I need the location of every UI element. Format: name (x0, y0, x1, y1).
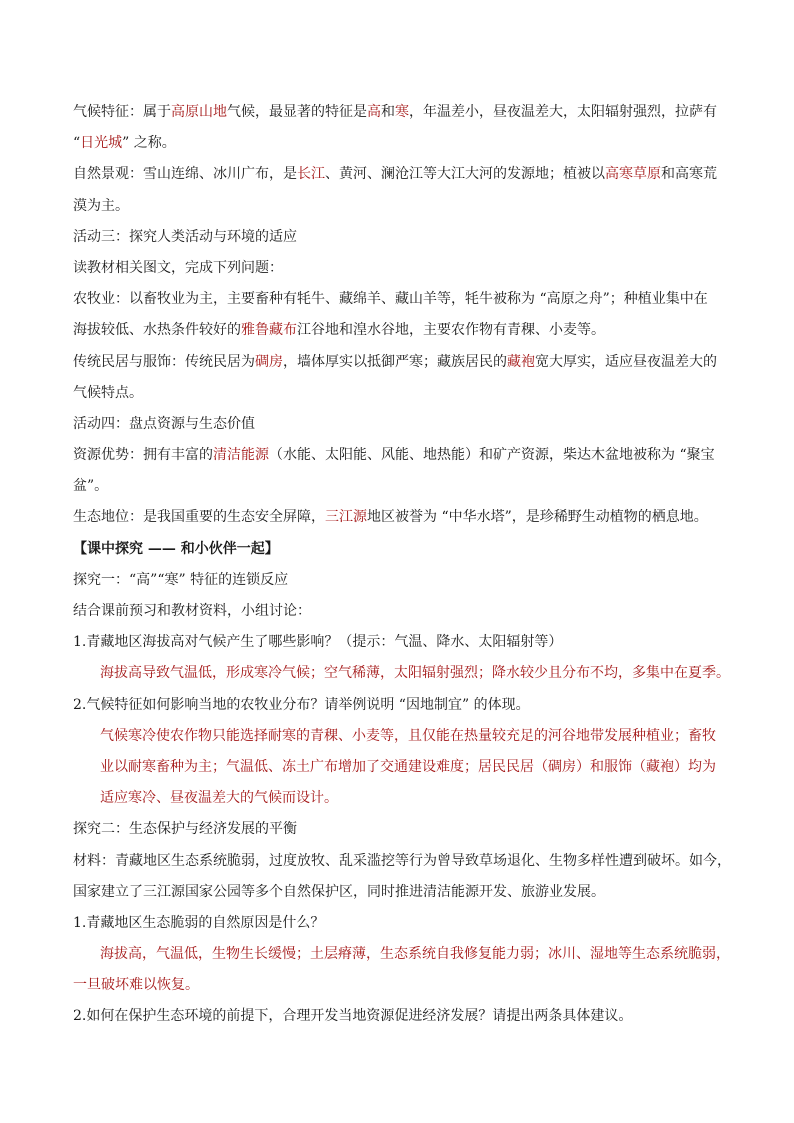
text-line (73, 721, 733, 752)
text-segment: 传统民居与服饰：传统民居为 (73, 353, 255, 370)
highlighted-text: 业以耐寒畜种为主；气温低、冻土广布增加了交通建设难度；居民民居（碉房）和服饰（藏袍）均为 (100, 758, 716, 775)
highlighted-text: 高寒草原 (605, 166, 661, 183)
highlighted-text: 藏袍 (507, 353, 535, 370)
text-line (73, 253, 733, 284)
text-line (73, 814, 733, 845)
text-segment: 和高寒荒 (661, 166, 717, 183)
text-line (73, 128, 733, 159)
text-line (73, 970, 733, 1001)
highlighted-text: 海拔高导致气温低，形成寒冷气候；空气稀薄，太阳辐射强烈；降水较少且分布不均，多集中在夏季。 (100, 665, 730, 682)
text-segment: 海拔较低、水热条件较好的 (73, 322, 241, 339)
highlighted-text: 一旦破坏难以恢复。 (73, 977, 199, 994)
text-segment: 结合课前预习和教材资料，小组讨论： (73, 603, 311, 619)
text-segment: 活动四：盘点资源与生态价值 (73, 415, 255, 432)
text-segment: 2.如何在保护生态环境的前提下，合理开发当地资源促进经济发展？请提出两条具体建议。 (73, 1008, 633, 1025)
text-segment: ，墙体厚实以抵御严寒；藏族居民的 (283, 353, 507, 370)
text-line (73, 783, 733, 814)
text-segment: 【课中探究 —— 和小伙伴一起】 (73, 540, 279, 557)
text-line (73, 627, 733, 658)
highlighted-text: 气候寒冷使农作物只能选择耐寒的青稞、小麦等，且仅能在热量较充足的河谷地带发展种植业；畜牧 (100, 727, 716, 744)
text-segment: 探究一：“高”“寒” 特征的连锁反应 (73, 571, 289, 588)
text-line (73, 565, 733, 596)
highlighted-text: 适应寒冷、昼夜温差大的气候而设计。 (100, 790, 338, 807)
text-segment: 气候，最显著的特征是 (227, 104, 367, 120)
text-segment: 1.青藏地区海拔高对气候产生了哪些影响？（提示：气温、降水、太阳辐射等） (73, 634, 563, 651)
text-line (73, 1001, 733, 1032)
section-heading (73, 534, 733, 565)
text-segment: 、黄河、澜沧江等大江大河的发源地；植被以 (325, 166, 605, 183)
text-segment: 盆”。 (73, 478, 109, 495)
document-body (73, 97, 733, 1033)
text-segment: 和 (381, 104, 395, 120)
text-line (73, 378, 733, 409)
highlighted-text: 清洁能源 (213, 447, 269, 464)
highlighted-text: 碉房 (255, 353, 283, 370)
highlighted-text: 日光城 (80, 135, 123, 152)
highlighted-text: 高原山地 (171, 104, 227, 120)
text-segment: “ (73, 135, 81, 152)
text-segment: （水能、太阳能、风能、地热能）和矿产资源，柴达木盆地被称为 “聚宝 (269, 447, 715, 464)
text-line (73, 284, 733, 315)
highlighted-text: 高 (367, 104, 381, 120)
text-line (73, 690, 733, 721)
text-segment: 气候特征：属于 (73, 104, 171, 120)
text-segment: 活动三：探究人类活动与环境的适应 (73, 228, 297, 245)
text-line (73, 752, 733, 783)
text-segment: 自然景观：雪山连绵、冰川广布，是 (73, 166, 297, 183)
highlighted-text: 长江 (297, 166, 325, 183)
text-segment: 探究二：生态保护与经济发展的平衡 (73, 821, 297, 838)
text-segment: 漠为主。 (73, 197, 129, 214)
text-segment: ，年温差小，昼夜温差大，太阳辐射强烈，拉萨有 (409, 104, 717, 120)
text-segment: 国家建立了三江源国家公园等多个自然保护区，同时推进清洁能源开发、旅游业发展。 (73, 883, 605, 900)
text-segment: 资源优势：拥有丰富的 (73, 447, 213, 464)
text-segment: 2.气候特征如何影响当地的农牧业分布？请举例说明 “因地制宜” 的体现。 (73, 696, 530, 713)
highlighted-text: 三江源 (325, 509, 367, 526)
text-line (73, 939, 733, 970)
text-line (73, 97, 733, 128)
text-segment: 江谷地和湟水谷地，主要农作物有青稞、小麦等。 (297, 322, 605, 339)
text-segment: 气候特点。 (73, 384, 143, 401)
text-line (73, 471, 733, 502)
text-segment: 读教材相关图文，完成下列问题： (73, 259, 283, 276)
text-line (73, 658, 733, 689)
text-line (73, 877, 733, 908)
text-line (73, 191, 733, 222)
highlighted-text: 海拔高，气温低，生物生长缓慢；土层瘠薄，生态系统自我修复能力弱；冰川、湿地等生态系统脆弱， (100, 946, 730, 963)
text-line (73, 347, 733, 378)
text-segment: 材料：青藏地区生态系统脆弱，过度放牧、乱采滥挖等行为曾导致草场退化、生物多样性遭到破坏。如今， (73, 852, 731, 869)
text-segment: ” 之称。 (122, 135, 176, 152)
text-segment: 农牧业：以畜牧业为主，主要畜种有牦牛、藏绵羊、藏山羊等，牦牛被称为 “高原之舟”；种植业集中在 (73, 291, 708, 308)
text-line (73, 409, 733, 440)
text-line (73, 596, 733, 627)
text-line (73, 159, 733, 190)
text-segment: 地区被誉为 “中华水塔”，是珍稀野生动植物的栖息地。 (367, 509, 708, 526)
text-line (73, 222, 733, 253)
text-segment: 生态地位：是我国重要的生态安全屏障， (73, 509, 325, 526)
text-segment: 宽大厚实，适应昼夜温差大的 (535, 353, 717, 370)
text-line (73, 315, 733, 346)
text-line (73, 908, 733, 939)
text-line (73, 846, 733, 877)
highlighted-text: 雅鲁藏布 (241, 322, 297, 339)
text-line (73, 440, 733, 471)
text-segment: 1.青藏地区生态脆弱的自然原因是什么？ (73, 914, 325, 931)
highlighted-text: 寒 (395, 104, 409, 120)
text-line (73, 502, 733, 533)
